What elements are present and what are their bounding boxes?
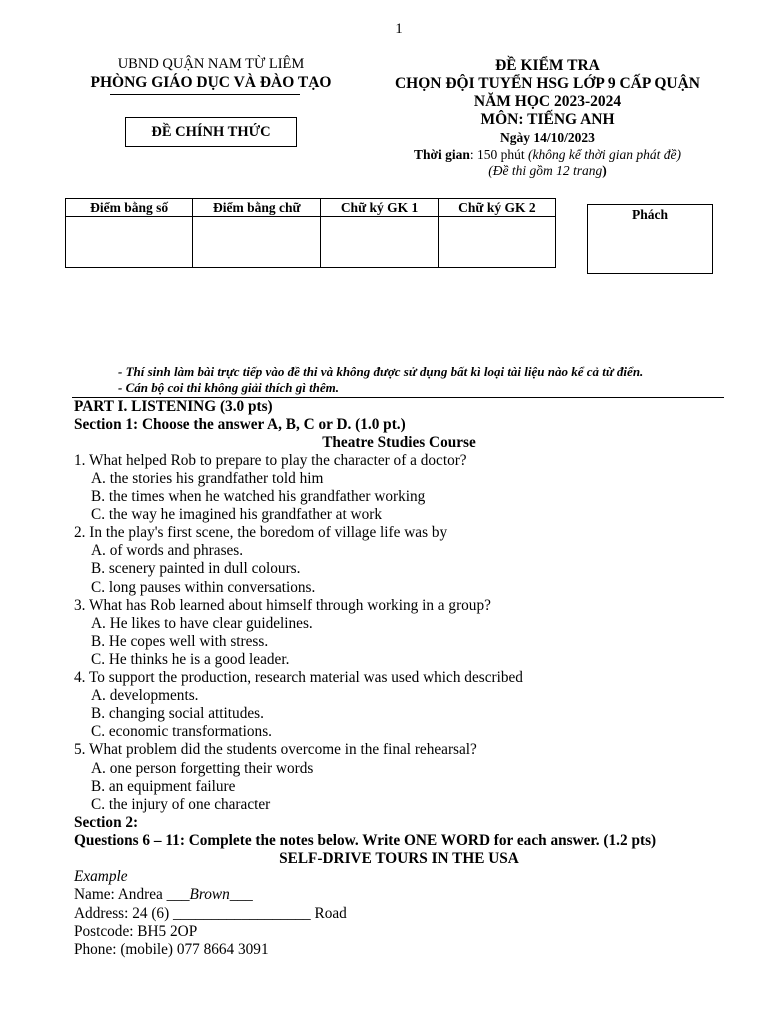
header-underline — [110, 94, 300, 95]
score-header-words: Điểm bằng chữ — [193, 199, 321, 217]
address-line: Address: 24 (6) __________________ Road — [74, 905, 347, 922]
q1-option-b: B. the times when he watched his grandfather working — [91, 488, 426, 505]
q1-option-c: C. the way he imagined his grandfather at work — [91, 506, 382, 523]
page-count-note — [375, 163, 720, 179]
score-header-number: Điểm bằng số — [66, 199, 193, 217]
school-year: NĂM HỌC 2023-2024 — [473, 93, 622, 110]
section2-instructions: Questions 6 – 11: Complete the notes below. Write ONE WORD for each answer. (1.2 pts) — [74, 832, 657, 849]
time-value: : 150 phút — [469, 147, 528, 162]
official-exam-box: ĐỀ CHÍNH THỨC — [125, 117, 297, 147]
q3-option-a: A. He likes to have clear guidelines. — [91, 615, 313, 632]
q3-option-b: B. He copes well with stress. — [91, 633, 269, 650]
q5-option-a: A. one person forgetting their words — [91, 760, 314, 777]
q5-option-b: B. an equipment failure — [91, 778, 236, 795]
phone-line: Phone: (mobile) 077 8664 3091 — [74, 941, 269, 958]
name-label: Name: Andrea ___ — [74, 886, 190, 903]
name-tail: ___ — [229, 886, 253, 903]
pages-note: (Đề thi gồm 12 trang — [488, 163, 603, 178]
score-cell-number[interactable] — [66, 217, 193, 268]
section2-title: SELF-DRIVE TOURS IN THE USA — [279, 850, 519, 867]
score-cell-examiner2[interactable] — [438, 217, 555, 268]
department-name: PHÒNG GIÁO DỤC VÀ ĐÀO TẠO — [90, 74, 332, 91]
score-table — [65, 198, 556, 268]
score-header-examiner2: Chữ ký GK 2 — [438, 199, 555, 217]
q5-option-c: C. the injury of one character — [91, 796, 271, 813]
district-name: UBND QUẬN NAM TỪ LIÊM — [117, 56, 305, 72]
postcode-line: Postcode: BH5 2OP — [74, 923, 198, 940]
section1-title: Theatre Studies Course — [322, 434, 476, 451]
question-5: 5. What problem did the students overcome in the final rehearsal? — [74, 741, 477, 758]
name-value: Brown — [189, 886, 230, 903]
time-label: Thời gian — [413, 147, 470, 162]
question-1: 1. What helped Rob to prepare to play the character of a doctor? — [74, 452, 467, 469]
score-header-examiner1: Chữ ký GK 1 — [321, 199, 438, 217]
question-2: 2. In the play's first scene, the boredom of village life was by — [74, 524, 448, 541]
q2-option-b: B. scenery painted in dull colours. — [91, 560, 301, 577]
q2-option-a: A. of words and phrases. — [91, 542, 244, 559]
subject: MÔN: TIẾNG ANH — [480, 111, 615, 128]
exam-title: ĐỀ KIỂM TRA — [495, 57, 600, 74]
question-4: 4. To support the production, research material was used which described — [74, 669, 523, 686]
exam-date: Ngày 14/10/2023 — [500, 130, 595, 145]
q4-option-c: C. economic transformations. — [91, 723, 272, 740]
q4-option-a: A. developments. — [91, 687, 199, 704]
question-3: 3. What has Rob learned about himself through working in a group? — [74, 597, 491, 614]
score-cell-examiner1[interactable] — [321, 217, 438, 268]
section1-heading: Section 1: Choose the answer A, B, C or D. (1.0 pt.) — [74, 416, 406, 433]
q1-option-a: A. the stories his grandfather told him — [91, 470, 324, 487]
q3-option-c: C. He thinks he is a good leader. — [91, 651, 290, 668]
score-cell-words[interactable] — [193, 217, 321, 268]
exam-duration — [375, 147, 720, 163]
name-line — [74, 886, 253, 904]
pages-close: ) — [602, 163, 607, 178]
page-number: 1 — [395, 21, 403, 37]
section2-heading: Section 2: — [74, 814, 139, 831]
instruction-note-2: - Cán bộ coi thi không giải thích gì thêm. — [118, 380, 340, 395]
phach-box: Phách — [587, 204, 713, 274]
instruction-note-1: - Thí sinh làm bài trực tiếp vào đề thi và không được sử dụng bất kì loại tài liệu nào kể cả từ điển. — [118, 364, 644, 379]
example-label: Example — [74, 868, 128, 885]
part1-heading: PART I. LISTENING (3.0 pts) — [74, 398, 273, 415]
q2-option-c: C. long pauses within conversations. — [91, 579, 316, 596]
q4-option-b: B. changing social attitudes. — [91, 705, 264, 722]
exam-subtitle: CHỌN ĐỘI TUYỂN HSG LỚP 9 CẤP QUẬN — [394, 75, 700, 92]
time-note: (không kể thời gian phát đề) — [527, 147, 682, 162]
